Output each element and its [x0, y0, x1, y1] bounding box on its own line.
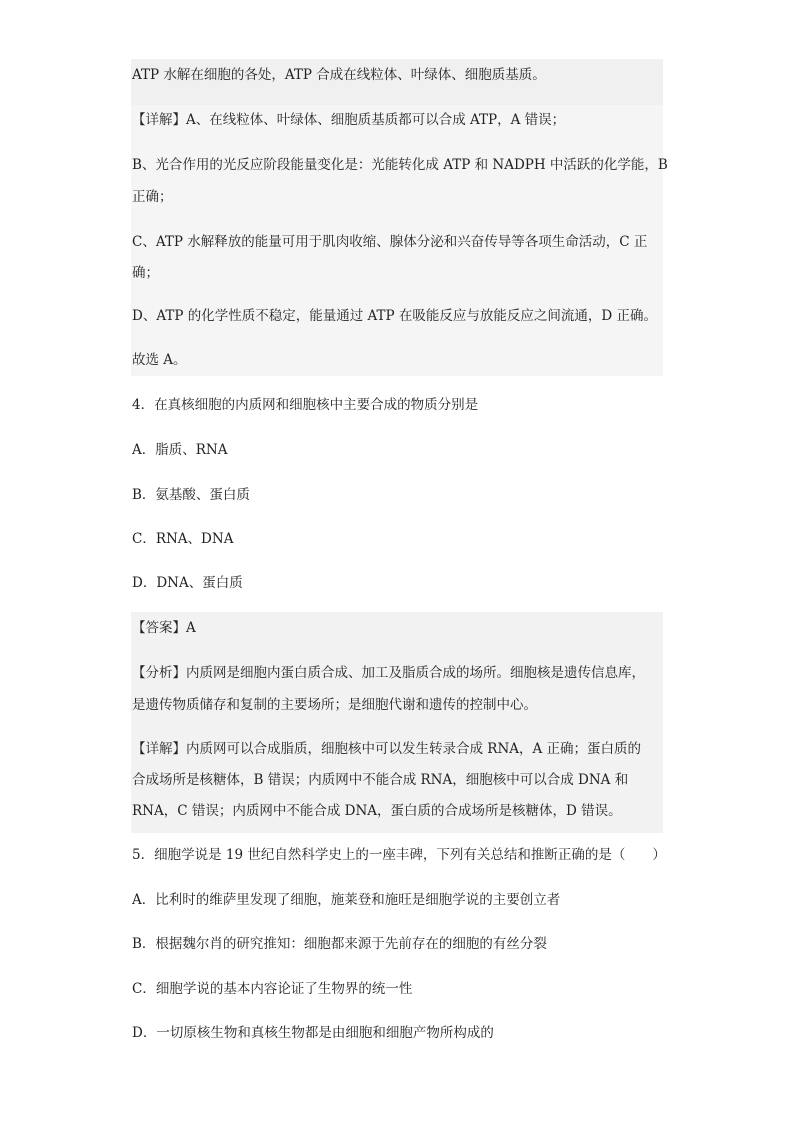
- text-line: 确；: [132, 265, 159, 281]
- text-line: 【分析】内质网是细胞内蛋白质合成、加工及脂质合成的场所。细胞核是遗传信息库，: [132, 665, 645, 681]
- answer-line: 【答案】A: [132, 620, 196, 636]
- option-c: C．细胞学说的基本内容论证了生物界的统一性: [132, 981, 413, 997]
- question-stem: 4．在真核细胞的内质网和细胞核中主要合成的物质分别是: [132, 397, 479, 413]
- text-line: 正确；: [132, 189, 173, 205]
- text-line: C、ATP 水解释放的能量可用于肌肉收缩、腺体分泌和兴奋传导等各项生命活动，C 正: [132, 234, 648, 250]
- text-line: D、ATP 的化学性质不稳定，能量通过 ATP 在吸能反应与放能反应之间流通，D 正确。: [132, 308, 658, 324]
- text-line: B、光合作用的光反应阶段能量变化是：光能转化成 ATP 和 NADPH 中活跃的化学能，B: [132, 157, 668, 173]
- text-line: 故选 A。: [132, 352, 187, 368]
- option-b: B．根据魏尔肖的研究推知：细胞都来源于先前存在的细胞的有丝分裂: [132, 936, 547, 952]
- question-stem: 5．细胞学说是 19 世纪自然科学史上的一座丰碑，下列有关总结和推断正确的是（ ）: [132, 847, 666, 863]
- option-d: D．DNA、蛋白质: [132, 575, 243, 591]
- text-line: 【详解】A、在线粒体、叶绿体、细胞质基质都可以合成 ATP，A 错误；: [132, 112, 566, 128]
- text-line: 是遗传物质储存和复制的主要场所；是细胞代谢和遗传的控制中心。: [132, 697, 537, 713]
- option-b: B．氨基酸、蛋白质: [132, 487, 250, 503]
- text-line: 合成场所是核糖体，B 错误；内质网中不能合成 RNA，细胞核中可以合成 DNA 和: [132, 772, 629, 788]
- option-a: A．比利时的维萨里发现了细胞，施莱登和施旺是细胞学说的主要创立者: [132, 892, 561, 908]
- option-c: C．RNA、DNA: [132, 531, 234, 547]
- text-line: 【详解】内质网可以合成脂质，细胞核中可以发生转录合成 RNA，A 正确；蛋白质的: [132, 741, 642, 757]
- option-a: A．脂质、RNA: [132, 442, 228, 458]
- text-line: RNA，C 错误；内质网中不能合成 DNA，蛋白质的合成场所是核糖体，D 错误。: [132, 803, 622, 819]
- option-d: D．一切原核生物和真核生物都是由细胞和细胞产物所构成的: [132, 1025, 494, 1041]
- text-line: ATP 水解在细胞的各处，ATP 合成在线粒体、叶绿体、细胞质基质。: [132, 67, 546, 83]
- shaded-block: [131, 612, 663, 833]
